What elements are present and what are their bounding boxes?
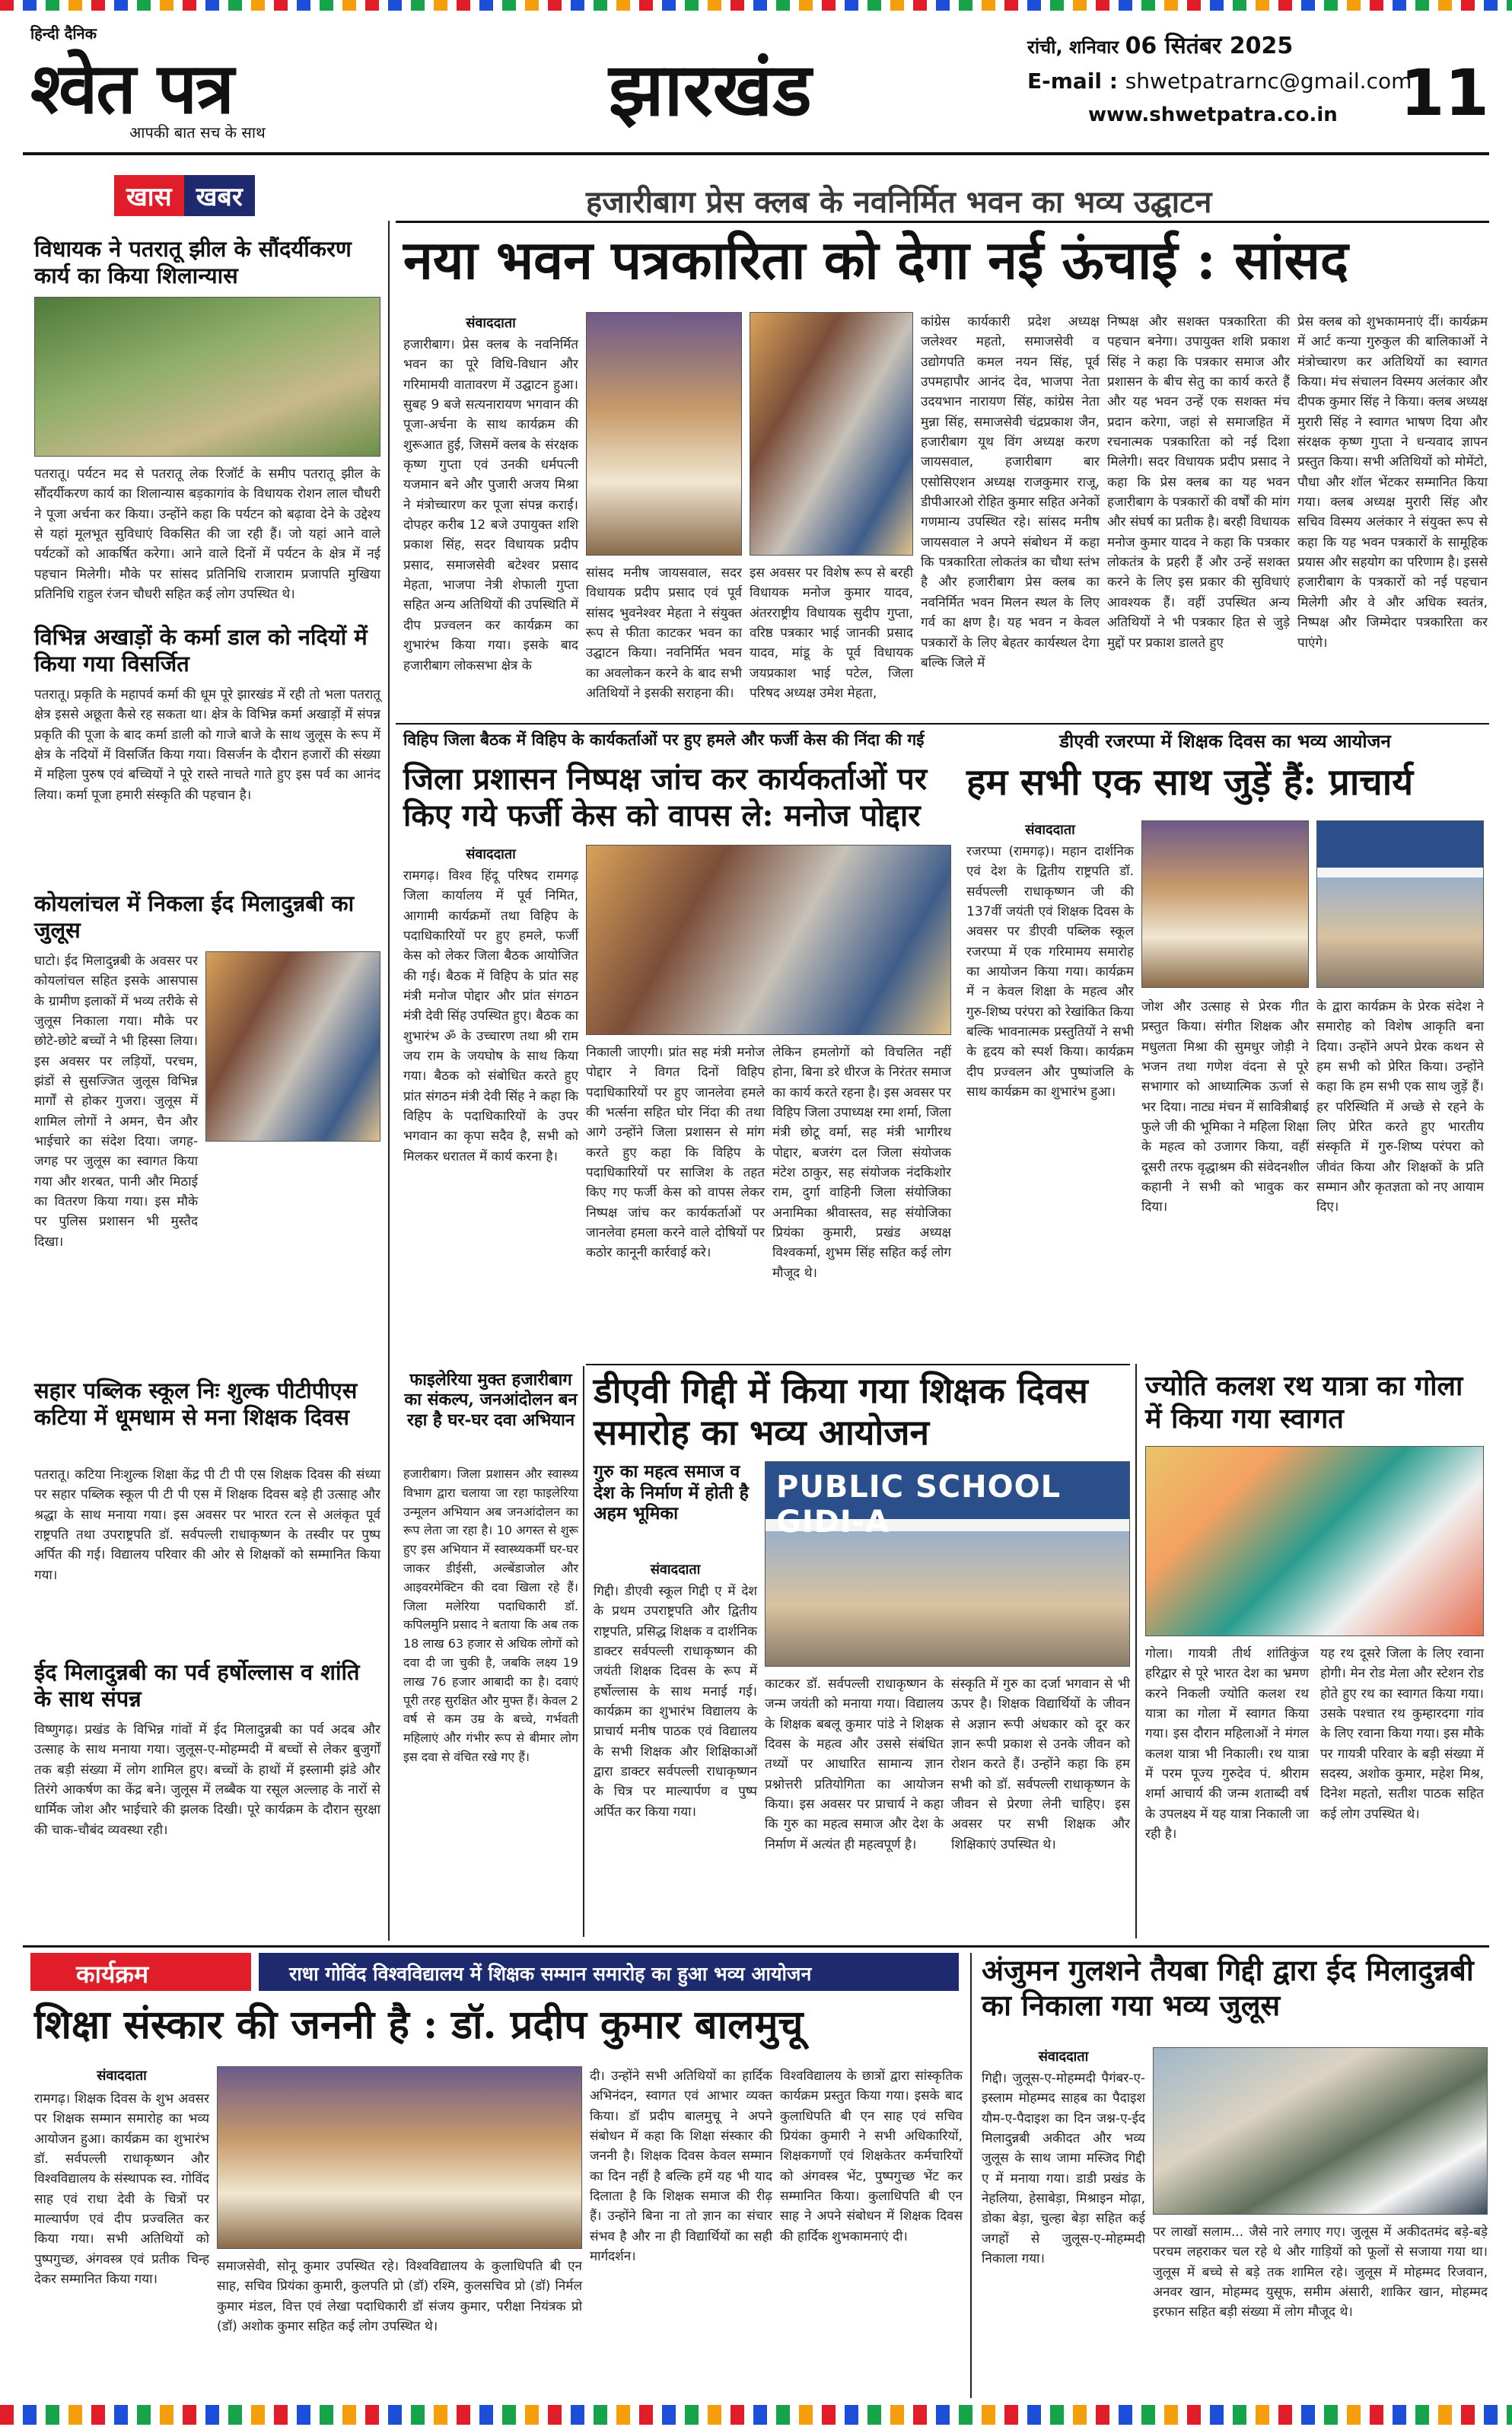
prachary-photo-1 bbox=[1141, 820, 1309, 988]
dateline-date: 06 सितंबर 2025 bbox=[1125, 33, 1294, 59]
bottom-text-a: रामगढ़। शिक्षक दिवस के शुभ अवसर पर शिक्षक सम्मान समारोह का भव्य आयोजन हुआ। कार्यक्रम का शुभारंभ डॉ. सर्वपल्ली राधाकृष्णन और विश्वविद्यालय के संस्थापक स्व. गोविंद साह एवं राधा देवी के चित्रों पर माल्यार्पण एवं दीप प्रज्वलित कर किया गया। सभी अतिथियों को पुष्पगुच्छ, अंगवस्त्र एवं प्रतीक चिन्ह देकर सम्मानित किया गया। bbox=[34, 2091, 209, 2288]
color-stripe-bottom bbox=[0, 2405, 1512, 2425]
lead-text-a: हजारीबाग। प्रेस क्लब के नवनिर्मित भवन का पूरे विधि-विधान और गरिमामयी वातावरण में उद्घाटन हुआ। सुबह 9 बजे सत्यनारायण भगवान की पूजा-अर्चना के साथ कार्यक्रम की शुरूआत हुई, जिसमें क्लब के संरक्षक कृष्ण गुप्ता एवं उनकी धर्मपत्नी यजमान बने और पुजारी अजय मिश्रा ने मंत्रोच्चारण कर पूजा संपन्न कराई। दोपहर करीब 12 बजे उपायुक्त शशि प्रकाश सिंह, सदर विधायक प्रदीप प्रसाद, समाजसेवी बटेश्वर प्रसाद मेहता, भाजपा नेत्री शेफाली गुप्ता सहित अन्य अतिथियों की उपस्थिति में दीप प्रज्वलन कर कार्यक्रम का शुभारंभ किया गया। इसके बाद हजारीबाग लोकसभा क्षेत्र के bbox=[403, 337, 578, 674]
lead-text-b: सांसद मनीष जायसवाल, सदर विधायक प्रदीप प्रसाद एवं पूर्व सांसद भुवनेश्वर मेहता ने संयुक्त रूप से फीता काटकर भवन का उद्घाटन किया। नवनिर्मित भवन का अवलोकन करने के बाद सभी अतिथियों ने इसकी सराहना की। bbox=[586, 565, 742, 702]
masthead-rule bbox=[23, 152, 1489, 155]
left-story-3-photo bbox=[205, 951, 380, 1142]
filaria-headline: फाइलेरिया मुक्त हजारीबाग का संकल्प, जनआंदोलन बन रहा है घर-घर दवा अभियान bbox=[404, 1370, 578, 1430]
manoj-top-rule bbox=[396, 723, 1489, 725]
email-label: E-mail : bbox=[1027, 68, 1125, 94]
left-story-2-text: पतरातू। प्रकृति के महापर्व कर्मा की धूम पूरे झारखंड में रही तो भला पतरातू क्षेत्र इससे अछूता कैसे रह सकता था। क्षेत्र के विभिन्न कर्मा अखाड़ों में संपन्न प्रकृति की पूजा के बाद कर्मा डाली को गाजे बाजे के साथ जुलूस के रूप में क्षेत्र के नदियों में विसर्जित किया गया। विसर्जन के दौरान हजारों की संख्या में महिला पुरुष एवं बच्चियों ने पूरे रास्ते नाचते गाते हुए इस पर्व का आनंद लिया। कर्मा पूजा हमारी संस्कृति की पहचान है। bbox=[34, 687, 380, 803]
lead-headline: नया भवन पत्रकारिता को देगा नई ऊंचाई : सांसद bbox=[403, 228, 1349, 291]
lead-byline: संवाददाता bbox=[466, 315, 516, 331]
jyoti-rule bbox=[1135, 1364, 1137, 1938]
color-stripe-top bbox=[0, 0, 1512, 11]
bottom-headline: शिक्षा संस्कार की जननी है : डॉ. प्रदीप कुमार बालमुचू bbox=[34, 2002, 804, 2048]
lead-rule bbox=[396, 221, 1489, 223]
left-story-5-text: विष्णुगढ़। प्रखंड के विभिन्न गांवों में ईद मिलादुन्नबी का पर्व अदब और उत्साह के साथ मनाया गया। जुलूस-ए-मोहम्मदी में बच्चों से लेकर बुजुर्गों तक बड़ी संख्या में लोग शामिल हुए। बच्चों के हाथों में इस्लामी झंडे और तिरंगे आकर्षण का केंद्र बने। जुलूस में लब्बैक या रसूल अल्लाह के नारों से धार्मिक जोश और भाईचारे की झलक दिखी। पूरे कार्यक्रम के दौरान सुरक्षा की चाक-चौबंद व्यवस्था रही। bbox=[34, 1722, 380, 1838]
bottom-caption: समाजसेवी, सोनू कुमार उपस्थित रहे। विश्वविद्यालय के कुलाधिपति बी एन साह, सचिव प्रियंका कुमारी, कुलपति प्रो (डॉ) रश्मि, कुलसचिव प्रो (डॉ) निर्मल कुमार मंडल, वित्त एवं लेखा पदाधिकारी डॉ संजय कुमार, परीक्षा नियंत्रक प्रो (डॉ) अशोक कुमार सहित कई लोग उपस्थित थे। bbox=[217, 2259, 582, 2335]
filaria-rule bbox=[583, 1366, 584, 1937]
page-number: 11 bbox=[1400, 56, 1489, 130]
website-link[interactable]: www.shwetpatra.co.in bbox=[1088, 104, 1338, 126]
gidhi-byline: संवाददाता bbox=[650, 1562, 701, 1578]
prachary-strap: डीएवी रजरप्पा में शिक्षक दिवस का भव्य आयोजन bbox=[1059, 731, 1391, 752]
left-story-1-headline: विधायक ने पतरातू झील के सौंदर्यीकरण कार्य का किया शिलान्यास bbox=[34, 236, 352, 288]
left-story-2-headline: विभिन्न अखाड़ों के कर्मा डाल को नदियों में किया गया विसर्जित bbox=[34, 624, 368, 677]
manoj-headline: जिला प्रशासन निष्पक्ष जांच कर कार्यकर्ताओं पर किए गये फर्जी केस को वापस ले: मनोज पोद्दार bbox=[403, 761, 928, 833]
left-story-4-text: पतरातू। कटिया निःशुल्क शिक्षा केंद्र पी टी पी एस शिक्षक दिवस की संध्या पर सहार पब्लिक स्कूल पी टी पी एस में शिक्षक दिवस बड़े ही उत्साह और श्रद्धा के साथ मनाया गया। इस अवसर पर भारत रत्न से अलंकृत पूर्व राष्ट्रपति तथा उपराष्ट्रपति डॉ. सर्वपल्ली राधाकृष्णन के तस्वीर पर पुष्प अर्पित की गई। विद्यालय परिवार की ओर से शिक्षकों को सम्मानित किया गया। bbox=[34, 1467, 380, 1583]
left-story-4-headline: सहार पब्लिक स्कूल निः शुल्क पीटीपीएस कटिया में धूमधाम से मना शिक्षक दिवस bbox=[34, 1378, 358, 1430]
khaas-label: खास bbox=[114, 175, 184, 216]
bottom-strap: राधा गोविंद विश्वविद्यालय में शिक्षक सम्मान समारोह का हुआ भव्य आयोजन bbox=[259, 1953, 959, 1991]
prachary-byline: संवाददाता bbox=[1025, 822, 1075, 838]
jyoti-headline: ज्योति कलश रथ यात्रा का गोला में किया गया स्वागत bbox=[1145, 1370, 1463, 1435]
lead-photo-guests bbox=[750, 312, 913, 556]
jyoti-text-b: यह रथ दूसरे जिला के लिए रवाना होगी। मेन रोड मेला और स्टेशन रोड होते हुए रथ का स्वागत किया गया। उसके पश्चात रथ कुम्हारदगा गांव के लिए रवाना किया गया। इस मौके पर गायत्री परिवार के बड़ी संख्या में सदस्य, अशोक कुमार, महेश मिश्र, दिनेश महतो, सतीश पाठक सहित कई लोग उपस्थित थे। bbox=[1320, 1646, 1484, 1822]
anjuman-rule bbox=[970, 1953, 972, 2398]
anjuman-photo bbox=[1153, 2047, 1488, 2215]
gidhi-text-b: काटकर डॉ. सर्वपल्ली राधाकृष्णन के जन्म जयंती को मनाया गया। विद्यालय के शिक्षक बबलू कुमार पांडे ने शिक्षक दिवस के महत्व और उससे संबंधित तथ्यों पर आधारित सामान्य ज्ञान प्रश्नोत्तरी प्रतियोगिता का आयोजन किया। इस अवसर पर प्राचार्य ने कहा कि गुरु का महत्व समाज और देश के निर्माण में अत्यंत ही महत्वपूर्ण है। bbox=[765, 1677, 944, 1852]
lead-text-c: इस अवसर पर विशेष रूप से बरही विधायक मनोज कुमार यादव, अंतरराष्ट्रीय विधायक सुदीप गुप्ता, वरिष्ठ पत्रकार भाई जानकी प्रसाद यादव, मांडू के पूर्व विधायक जयप्रकाश भाई पटेल, जिला परिषद अध्यक्ष उमेश मेहता, bbox=[750, 565, 913, 702]
anjuman-text-a: गिद्दी। जुलूस-ए-मोहम्मदी पैगंबर-ए-इस्लाम मोहम्मद साहब का पैदाइश यौम-ए-पैदाइश का दिन जश्न-ए-ईद मिलादुन्नबी अकीदत और भव्य जुलूस के साथ जामा मस्जिद गिद्दी ए में मनाया गया। डाडी प्रखंड के नेहलिया, हेसाबेड़ा, मिश्राइन मोढ़ा, डोका बेड़ा, चुल्हा बेड़ा सहित कई जगहों से जुलूस-ए-मोहम्मदी निकाला गया। bbox=[982, 2071, 1145, 2267]
lead-photo-ribbon bbox=[586, 312, 742, 556]
bottom-band-rule bbox=[23, 1945, 1489, 1948]
anjuman-headline: अंजुमन गुलशने तैयबा गिद्दी द्वारा ईद मिलादुन्नबी का निकाला गया भव्य जुलूस bbox=[982, 1953, 1474, 2022]
prachary-photo-2 bbox=[1316, 820, 1484, 988]
email-line bbox=[1027, 68, 1412, 94]
gidhi-photo-banner: PUBLIC SCHOOL GIDI-A bbox=[776, 1470, 1062, 1540]
jyoti-photo bbox=[1145, 1446, 1484, 1636]
gidhi-sidebar-headline: गुरु का महत्व समाज व देश के निर्माण में होती है अहम भूमिका bbox=[594, 1461, 749, 1524]
lead-text-f: प्रेस क्लब को शुभकामनाएं दीं। कार्यक्रम में आर्ट कन्या गुरुकुल की बालिकाओं ने मंत्रोच्चारण कर अतिथियों का स्वागत किया। मंच संचालन विस्मय अलंकार और दीपक कुमार सिंह ने किया। क्लब अध्यक्ष मुरारी सिंह ने स्वागत भाषण दिया और संरक्षक कृष्ण गुप्ता ने धन्यवाद ज्ञापन प्रस्तुत किया। सभी अतिथियों को मोमेंटो, पौधा और शॉल भेंटकर सम्मानित किया गया। क्लब अध्यक्ष मुरारी सिंह और सचिव विस्मय अलंकार ने संयुक्त रूप से कहा कि यह भवन पत्रकारों के सामूहिक प्रयास और सहयोग का परिणाम है। इससे हजारीबाग के पत्रकारों को नई पहचान मिलेगी और वे और अधिक स्वतंत्र, निष्पक्ष और जिम्मेदार पत्रकारिता कर पाएंगे। bbox=[1297, 314, 1488, 651]
lead-text-e: निष्पक्ष और सशक्त पत्रकारिता की पहचान बनेगा। उपायुक्त शशि प्रकाश सिंह ने कहा कि पत्रकार समाज और प्रशासन के बीच सेतु का कार्य करते हैं और यह भवन उन्हें एक सशक्त मंच प्रदान करेगा, जहां से समाजहित में रचनात्मक पत्रकारिता को नई दिशा मिलेगी। सदर विधायक प्रदीप प्रसाद ने कहा कि प्रेस क्लब का यह भवन हजारीबाग के पत्रकारों की वर्षों की मांग और संघर्ष का प्रतीक है। बरही विधायक मनोज कुमार यादव ने कहा कि पत्रकार लोकतंत्र के प्रहरी हैं और उन्हें सशक्त करने के लिए इस प्रकार की सुविधाएं आवश्यक हैं। वहीं उपस्थित अन्य अतिथियों ने भी पत्रकार हित से जुड़े मुद्दों पर प्रकाश डालते हुए bbox=[1107, 314, 1290, 651]
left-column-rule bbox=[388, 221, 390, 1941]
prachary-text-a: रजरप्पा (रामगढ़)। महान दार्शनिक एवं देश के द्वितीय राष्ट्रपति डॉ. सर्वपल्ली राधाकृष्णन जी की 137वीं जयंती एवं शिक्षक दिवस के अवसर पर डीएवी पब्लिक स्कूल रजरप्पा में एक गरिमामय समारोह का आयोजन किया गया। कार्यक्रम में न केवल शिक्षा के महत्व और गुरु-शिष्य परंपरा को रेखांकित किया बल्कि भावनात्मक प्रस्तुतियों ने सभी के हृदय को स्पर्श किया। कार्यक्रम दीप प्रज्वलन और पुष्पांजलि के साथ कार्यक्रम का शुभारंभ हुआ। bbox=[966, 844, 1134, 1100]
manoj-text-b: निकाली जाएगी। प्रांत सह मंत्री मनोज पोद्दार ने विगत दिनों विहिप पदाधिकारियों पर हुए जानलेवा हमले की भर्त्सना सहित घोर निंदा की तथा आगे उन्होंने जिला प्रशासन से मांग करते हुए कहा कि विहिप के पदाधिकारियों पर साजिश के तहत किए गए फर्जी केस को वापस लेकर निष्पक्ष जांच कर कार्यकर्ताओं पर जानलेवा हमला करने वाले दोषियों पर कठोर कानूनी कार्रवाई करे। bbox=[586, 1045, 765, 1261]
khabar-label: खबर bbox=[184, 175, 255, 216]
gidhi-text-a: गिद्दी। डीएवी स्कूल गिद्दी ए में देश के प्रथम उपराष्ट्रपति और द्वितीय राष्ट्रपति, प्रसिद्ध शिक्षक व दार्शनिक डाक्टर सर्वपल्ली राधाकृष्णन की जयंती शिक्षक दिवस के रूप में हर्षोल्लास के साथ मनाई गई। कार्यक्रम का शुभारंभ विद्यालय के प्राचार्य मनीष पाठक एवं विद्यालय के सभी शिक्षक और शिक्षिकाओं द्वारा डाक्टर सर्वपल्ली राधाकृष्णन के चित्र पर माल्यार्पण व पुष्प अर्पित कर किया गया। bbox=[594, 1584, 757, 1820]
left-story-1-photo bbox=[34, 297, 380, 457]
left-story-3-headline: कोयलांचल में निकला ईद मिलादुन्नबी का जुलूस bbox=[34, 890, 355, 943]
gidhi-headline: डीएवी गिद्दी में किया गया शिक्षक दिवस समारोह का भव्य आयोजन bbox=[594, 1370, 1088, 1454]
left-story-3-text-a: घाटो। ईद मिलादुन्नबी के अवसर पर कोयलांचल सहित इसके आसपास के ग्रामीण इलाकों में भव्य तरीके से जुलूस निकाला गया। मौके पर छोटे-छोटे बच्चों ने भी हिस्सा लिया। इस अवसर पर लड़ियों, परचम, झंडों से सुसज्जित जुलूस विभिन्न मार्गों से होकर गुजरा। जुलूस में शामिल लोगों ने अमन, चैन और भाईचारे का संदेश दिया। जगह-जगह पर जुलूस का स्वागत किया गया और शरबत, पानी और मिठाई का वितरण किया गया। इस मौके पर पुलिस प्रशासन भी मुस्तैद दिखा। bbox=[34, 954, 198, 1250]
bottom-text-c: विश्वविद्यालय के छात्रों द्वारा सांस्कृतिक कार्यक्रम प्रस्तुत किया गया। इसके बाद कुलाधिपति बी एन साह एवं सचिव प्रियंका कुमारी ने सभी अधिकारियों, शिक्षकगणों एवं शिक्षकेतर कर्मचारियों को अंगवस्त्र भेंट, पुष्पगुच्छ भेंट कर सम्मानित किया। कुलाधिपति बी एन साह ने अपने संबोधन में शिक्षक दिवस की हार्दिक शुभकामनाएं दी। bbox=[780, 2069, 963, 2244]
lead-kicker: हजारीबाग प्रेस क्लब के नवनिर्मित भवन का भव्य उद्घाटन bbox=[586, 185, 1212, 220]
khaas-khabar-tag bbox=[114, 175, 255, 216]
jyoti-text-a: गोला। गायत्री तीर्थ शांतिकुंज हरिद्वार से पूरे भारत देश का भ्रमण करने निकली ज्योति कलश रथ यात्रा का गोला में स्वागत किया गया। इस दौरान महिलाओं ने मंगल कलश यात्रा भी निकाली। रथ यात्रा में परम पूज्य गुरुदेव पं. श्रीराम शर्मा आचार्य की जन्म शताब्दी वर्ष के उपलक्ष्य में यह यात्रा निकाली जा रही है। bbox=[1145, 1646, 1309, 1843]
bottom-byline: संवाददाता bbox=[97, 2068, 147, 2084]
masthead-tagline: आपकी बात सच के साथ bbox=[129, 123, 266, 142]
section-name: झारखंड bbox=[609, 46, 812, 132]
bottom-photo bbox=[217, 2066, 582, 2249]
left-story-5-headline: ईद मिलादुन्नबी का पर्व हर्षोल्लास व शांति के साथ संपन्न bbox=[34, 1659, 360, 1712]
gidhi-photo bbox=[765, 1461, 1130, 1667]
dateline-prefix: रांची, शनिवार bbox=[1027, 37, 1125, 58]
karyakram-label: कार्यक्रम bbox=[30, 1953, 251, 1991]
prachary-text-b: जोश और उत्साह से प्रेरक गीत प्रस्तुत किया। संगीत शिक्षक और मधुलता मिश्रा की सुमधुर जोड़ी ने भजन तथा गणेश वंदना से पूरे सभागार को आध्यात्मिक ऊर्जा से भर दिया। नाट्य मंचन में सावित्रीबाई फुले जी की भूमिका ने महिला शिक्षा के महत्व को उजागर किया, वहीं दूसरी तरफ वृद्धाश्रम की संवेदनशील कहानी ने सभी को भावुक कर दिया। bbox=[1141, 999, 1309, 1215]
filaria-text: हजारीबाग। जिला प्रशासन और स्वास्थ्य विभाग द्वारा चलाया जा रहा फाइलेरिया उन्मूलन अभियान अब जनआंदोलन का रूप लेता जा रहा है। 10 अगस्त से शुरू हुए इस अभियान में स्वास्थ्यकर्मी घर-घर जाकर डीईसी, अल्बेंडाजोल और आइवरमेक्टिन की दवा खिला रहे हैं। जिला मलेरिया पदाधिकारी डॉ. कपिलमुनि प्रसाद ने बताया कि अब तक 18 लाख 63 हजार से अधिक लोगों को दवा दी जा चुकी है, जबकि लक्ष्य 19 लाख 76 हजार आबादी का है। दवाएं पूरी तरह सुरक्षित और मुफ्त हैं। केवल 2 वर्ष से कम उम्र के बच्चे, गर्भवती महिलाएं और गंभीर रूप से बीमार लोग इस दवा से वंचित रखे गए हैं। bbox=[403, 1467, 578, 1764]
lead-text-d: कांग्रेस कार्यकारी प्रदेश अध्यक्ष जलेश्वर महतो, समाजसेवी व उद्योगपति कमल नयन सिंह, पूर्व उपमहापौर आनंद देव, भाजपा नेता उदयभान नारायण सिंह, कांग्रेस नेता मुन्ना सिंह, समाजसेवी चंद्रप्रकाश जैन, हजारीबाग यूथ विंग अध्यक्ष करण जायसवाल, हजारीबाग बार एसोसिएशन अध्यक्ष राजकुमार राजू, डीपीआरओ रोहित कुमार सहित अनेकों गणमान्य उपस्थित रहे। सांसद मनीष जायसवाल ने अपने संबोधन में कहा कि पत्रकारिता लोकतंत्र का चौथा स्तंभ है और हजारीबाग प्रेस क्लब का नवनिर्मित भवन मिलन स्थल के लिए गर्व का क्षण है। यह भवन न केवल पत्रकारों के लिए बेहतर कार्यस्थल देगा बल्कि जिले में bbox=[921, 314, 1100, 670]
anjuman-byline: संवाददाता bbox=[1038, 2049, 1089, 2065]
prachary-text-c: के द्वारा कार्यक्रम के प्रेरक संदेश ने समारोह को विशेष आकृति बना दिया। उन्होंने अपने प्रेरक कथन से हम सभी को प्रेरित किया। उन्होंने कहा कि हम सभी एक साथ जुड़ें हैं। हर परिस्थिति में अच्छे से रहने के लिए प्रेरित करते हुए भारतीय संस्कृति में गुरु-शिष्य परंपरा को जीवंत किया और शिक्षकों के प्रति सम्मान और कृतज्ञता को नए आयाम दिए। bbox=[1316, 999, 1484, 1215]
dateline bbox=[1027, 29, 1293, 60]
gidhi-text-c: संस्कृति में गुरु का दर्जा भगवान से भी ऊपर है। शिक्षक विद्यार्थियों के जीवन से अज्ञान रूपी अंधकार को दूर कर ज्ञान रूपी प्रकाश से उनके जीवन को रोशन करते हैं। उन्होंने कहा कि हम सभी को डॉ. सर्वपल्ली राधाकृष्णन के जीवन से प्रेरणा लेनी चाहिए। इस अवसर पर सभी शिक्षक और शिक्षिकाएं उपस्थित थे। bbox=[951, 1677, 1130, 1852]
masthead-top-label: हिन्दी दैनिक bbox=[30, 24, 97, 43]
gidhi-top-rule bbox=[586, 1364, 1130, 1365]
manoj-byline: संवाददाता bbox=[466, 846, 516, 862]
manoj-text-a: रामगढ़। विश्व हिंदू परिषद रामगढ़ जिला कार्यालय में पूर्व निमित, आगामी कार्यक्रमों तथा विहिप के पदाधिकारियों पर हुए हमले, फर्जी केस को लेकर जिला बैठक आयोजित की गई। बैठक में विहिप के प्रांत सह मंत्री मनोज पोद्दार और प्रांत संगठन मंत्री देवी सिंह उपस्थित हुए। बैठक का शुभारंभ ॐ के उच्चारण तथा श्री राम जय राम के जयघोष के साथ किया गया। बैठक को संबोधित करते हुए प्रांत संगठन मंत्री देवी सिंह ने कहा कि विहिप के पदाधिकारियों के उपर भगवान का कृपा सदैव है, सभी को मिलकर धरातल में कार्य करना है। bbox=[403, 868, 578, 1164]
email-address[interactable]: shwetpatrarnc@gmail.com bbox=[1125, 68, 1412, 94]
left-story-1-text: पतरातू। पर्यटन मद से पतरातू लेक रिजॉर्ट के समीप पतरातू झील के सौंदर्यीकरण कार्य का शिलान्यास बड़कागांव के विधायक रोशन लाल चौधरी ने पूजा अर्चना कर किया। उन्होंने कहा कि पर्यटन को बढ़ावा देने के उद्देश्य से यहां मूलभूत सुविधाएं विकसित की जा रही हैं। जो यहां आने वाले पर्यटकों को आकर्षित करेगा। आने वाले दिनों में पर्यटन के क्षेत्र में नई पहचान मिलेगी। मौके पर सांसद प्रतिनिधि राजाराम प्रजापति मुखिया प्रतिनिधि राहुल रंजन चौधरी सहित कई लोग उपस्थित थे। bbox=[34, 467, 380, 603]
manoj-text-c: लेकिन हमलोगों को विचलित नहीं होना, बिना डरे धीरज के निरंतर समाज का कार्य करते रहना है। इस अवसर पर विहिप जिला उपाध्यक्ष रमा शर्मा, जिला मंत्री छोटू वर्मा, सह मंत्री भागीरथ पोद्दार, बजरंग दल जिला संयोजक मंटेश ठाकुर, सह संयोजक नंदकिशोर राम, दुर्गा वाहिनी जिला संयोजिका अनामिका श्रीवास्तव, सह संयोजिका प्रियंका कुमारी, प्रखंड अध्यक्ष विश्वकर्मा, शुभम सिंह सहित कई लोग मौजूद थे। bbox=[772, 1045, 951, 1281]
anjuman-text-b: पर लाखों सलाम... जैसे नारे लगाए गए। जुलूस में अकीदतमंद बड़े-बड़े परचम लहराकर चल रहे थे और गाड़ियों को फूलों से सजाया गया था। जुलूस में बच्चे से बड़े तक शामिल रहे। जुलूस में मोहम्मद रिजवान, अनवर खान, मोहम्मद युसूफ, समीम अंसारी, शाकिर खान, मोहम्मद इरफान सहित बड़ी संख्या में लोग मौजूद थे। bbox=[1153, 2225, 1488, 2320]
masthead-name: श्वेत पत्र bbox=[30, 47, 233, 129]
manoj-strap: विहिप जिला बैठक में विहिप के कार्यकर्ताओं पर हुए हमले और फर्जी केस की निंदा की गई bbox=[403, 731, 925, 749]
prachary-headline: हम सभी एक साथ जुड़ें हैं: प्राचार्य bbox=[966, 761, 1414, 804]
manoj-photo bbox=[586, 845, 951, 1035]
bottom-text-b: दी। उन्होंने सभी अतिथियों का हार्दिक अभिनंदन, स्वागत एवं आभार व्यक्त किया। डॉ प्रदीप बालमुचू ने अपने संबोधन में कहा कि शिक्षा संस्कार की जननी है। शिक्षक दिवस केवल सम्मान का दिन नहीं है बल्कि हमें यह भी याद दिलाता है कि शिक्षक समाज की रीढ़ हैं। उन्होंने बिना ना तो ज्ञान का संचार संभव है और ना ही विद्यार्थियों का सही मार्गदर्शन। bbox=[590, 2069, 772, 2265]
